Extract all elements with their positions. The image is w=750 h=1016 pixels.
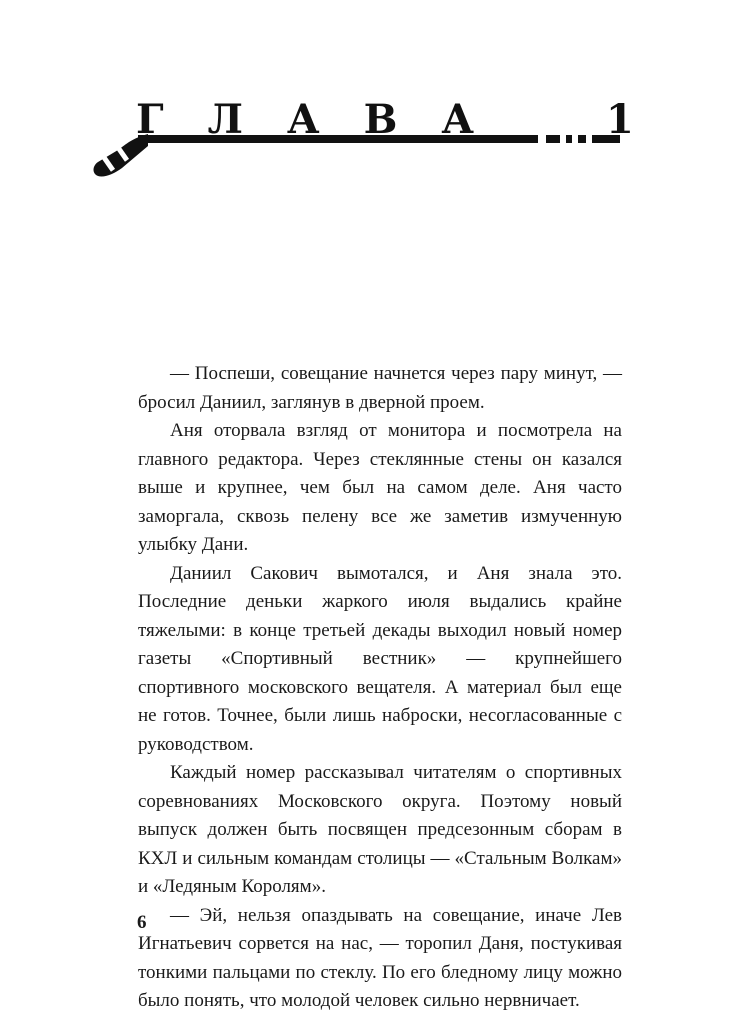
stick-tape-segment	[566, 135, 572, 143]
paragraph: Каждый номер рассказывал читателям о спортивных соревнованиях Московского округа. Поэтому новый выпуск должен быть посвящен предсезонным сборам в КХЛ и сильным командам столицы — «Стальным Волкам» и «Ледяным Королям».	[138, 762, 622, 897]
paragraph: — Поспеши, совещание начнется через пару минут, — бросил Даниил, заглянув в дверной проем.	[138, 363, 622, 413]
stick-tape-segment	[578, 135, 586, 143]
page-number: 6	[137, 912, 147, 933]
chapter-number: 1	[606, 96, 634, 143]
stick-tape-segment	[546, 135, 560, 143]
chapter-header	[88, 90, 648, 200]
paragraph: Аня оторвала взгляд от монитора и посмотрела на главного редактора. Через стеклянные стены он казался выше и крупнее, чем был на самом деле. Аня часто заморгала, сквозь пелену все же заметив измученную улыбку Дани.	[138, 420, 622, 555]
chapter-title: ГЛАВА	[136, 96, 518, 143]
paragraph: Даниил Сакович вымотался, и Аня знала это. Последние деньки жаркого июля выдались крайне тяжелыми: в конце третьей декады выходил новый номер газеты «Спортивный вестник» — крупнейшего спортивного московского вещателя. А материал был еще не готов. Точнее, были лишь наброски, несогласованные с руководством.	[138, 562, 622, 755]
body-text	[138, 360, 622, 1016]
paragraph: — Эй, нельзя опаздывать на совещание, иначе Лев Игнатьевич сорвется на нас, — торопил Даня, постукивая тонкими пальцами по стеклу. По его бледному лицу можно было понять, что молодой человек сильно нервничает.	[138, 904, 622, 1011]
